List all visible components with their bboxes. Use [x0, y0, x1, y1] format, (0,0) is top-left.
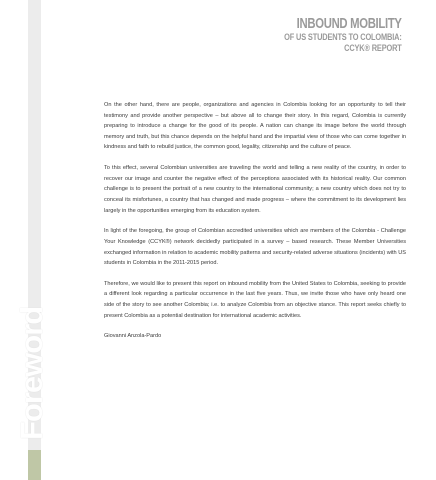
report-header — [251, 16, 402, 54]
section-label: Foreword — [14, 306, 49, 440]
report-subtitle-line1: OF US STUDENTS TO COLOMBIA: — [284, 32, 402, 43]
side-band-accent — [28, 450, 41, 480]
paragraph: Therefore, we would like to present this report on inbound mobility from the United States to Colombia, seeking to provide a different look regarding a particular occurrence in the last five years. Thus, we invite those who have only heard one side of the story to see another Colombia; i.e. to analyze Colombia from an objective stance. This report seeks chiefly to present Colombia as a potential destination for international academic activities. — [104, 280, 406, 319]
report-subtitle-line2: CCYK® REPORT — [344, 43, 402, 54]
report-title: INBOUND MOBILITY — [297, 16, 402, 32]
paragraph: To this effect, several Colombian universities are traveling the world and telling a new reality of the country, in order to recover our image and counter the negative effect of the perceptions associated with its historical reality. Our common challenge is to present the portrait of a new country to the international community; a new country which does not try to conceal its misfortunes, a country that has changed and made progress – where the commitment to its development lies largely in the opportunities emerging from its education system. — [104, 165, 406, 214]
paragraph: In light of the foregoing, the group of Colombian accredited universities which are members of the Colombia - Challenge Your Knowledge (CCYK®) network decidedly participated in a survey – based research. These Member Universities exchanged information in relation to academic mobility patterns and security-related adverse situations (incidents) with US students in Colombia in the 2011-2015 period. — [104, 228, 406, 267]
paragraph: On the other hand, there are people, organizations and agencies in Colombia looking for an opportunity to tell their testimony and provide another perspective – but above all to change their story. In this regard, Colombia is currently preparing to introduce a change for the good of its people. A nation can change its image before the world through memory and truth, but this chance depends on the helpful hand and the impartial view of those who can come together in kindness and faith to rebuild justice, the common good, legality, citizenship and the culture of peace. — [104, 102, 406, 151]
signature: Giovanni Anzola-Pardo — [104, 333, 162, 340]
foreword-body — [104, 100, 406, 352]
